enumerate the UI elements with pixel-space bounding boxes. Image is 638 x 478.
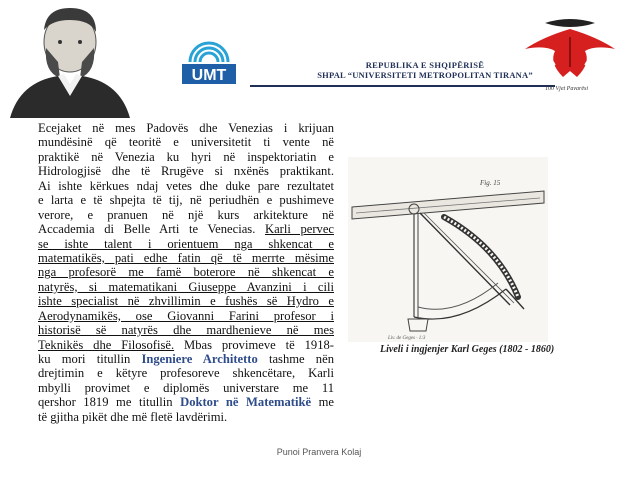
emblem-caption: 100 Vjet Pavarësi bbox=[545, 86, 588, 92]
highlight-title: Doktor në Matematikë bbox=[180, 395, 312, 410]
body-text-plain: Mbas provimeve të 1918- bbox=[174, 337, 334, 352]
body-line: verore, e pranuen në një kurs arkitekture në bbox=[38, 207, 334, 222]
header-divider bbox=[250, 85, 555, 87]
body-line-underlined: nga profesorë me famë boterore në shkencat e bbox=[38, 265, 334, 280]
portrait-image bbox=[0, 0, 143, 118]
body-line: praktikë në Venezia ku hyri në inspektoriatin e bbox=[38, 149, 334, 164]
body-line-underlined: ishte specialist në zhvillimin e fushës së Hydro e bbox=[38, 294, 334, 309]
body-text-plain: me bbox=[318, 395, 334, 410]
body-line: të gjitha pikët dhe më fletë lavdërimi. bbox=[38, 409, 228, 424]
body-text-plain: Accademia di Belle Arti te Venecias. bbox=[38, 222, 256, 237]
body-text-plain: ku mori titullin bbox=[38, 352, 131, 366]
body-line-underlined: historisë së natyrës dhe mardhenieve në mes bbox=[38, 323, 334, 338]
body-text-underlined: Teknikës dhe Filosofisë. bbox=[38, 337, 175, 352]
header-block bbox=[305, 60, 545, 80]
body-line-underlined: se ishte talent i orientuem nga shkencat e bbox=[38, 236, 334, 251]
body-text-underlined: Karli pervec bbox=[264, 222, 334, 237]
body-line bbox=[38, 395, 334, 409]
body-line-underlined: natyrës, si matematikani Giuseppe Avanzini i cili bbox=[38, 279, 334, 294]
body-line bbox=[38, 222, 334, 236]
body-text-plain: tashme nën bbox=[268, 352, 334, 366]
footer-credit: Punoi Pranvera Kolaj bbox=[276, 447, 362, 457]
highlight-title: Ingeniere Architetto bbox=[141, 352, 258, 366]
body-line bbox=[38, 352, 334, 366]
level-instrument-drawing bbox=[348, 157, 548, 342]
body-line: mundësinë që teoritë e universitetit ti vente në bbox=[38, 135, 334, 150]
body-line-underlined: matematikës, pati edhe fatin që të merrte mësime bbox=[38, 250, 334, 265]
body-line-underlined: Aerodynamikës, ose Giovanni Farini profesor i bbox=[38, 308, 334, 323]
body-line: Ai ishte kërkues ndaj vetes dhe duke pare rezultatet bbox=[38, 178, 334, 193]
body-text-plain: qershor 1819 me titullin bbox=[38, 395, 173, 410]
body-line: mbylli provimet e diplomës universtare me 11 bbox=[38, 380, 334, 395]
figure-label: Fig. 15 bbox=[480, 179, 501, 187]
body-line: drejtimin e këtyre profesoreve shkencëtare, Karli bbox=[38, 366, 334, 381]
independence-emblem bbox=[515, 15, 625, 87]
body-line: Hidrologjisë dhe të Rrugëve si nxënës praktikant. bbox=[38, 164, 334, 179]
svg-text:Liv. de Geges ∙ 1:3: Liv. de Geges ∙ 1:3 bbox=[388, 336, 426, 341]
republic-title: REPUBLIKA E SHQIPËRISË bbox=[365, 60, 485, 70]
umt-logo-text: UMT bbox=[191, 67, 227, 84]
umt-logo bbox=[178, 34, 240, 90]
figure-caption: Liveli i ingjenjer Karl Geges (1802 - 1860) bbox=[380, 344, 555, 355]
body-line: Ecejaket në mes Padovës dhe Venezias i krijuan bbox=[38, 121, 334, 135]
body-paragraph bbox=[38, 121, 334, 424]
body-line: e larta e të shpejta të tij, në periudhën e pushimeve bbox=[38, 193, 334, 208]
university-title: SHPAL “UNIVERSITETI METROPOLITAN TIRANA” bbox=[317, 70, 533, 80]
body-line bbox=[38, 338, 334, 352]
